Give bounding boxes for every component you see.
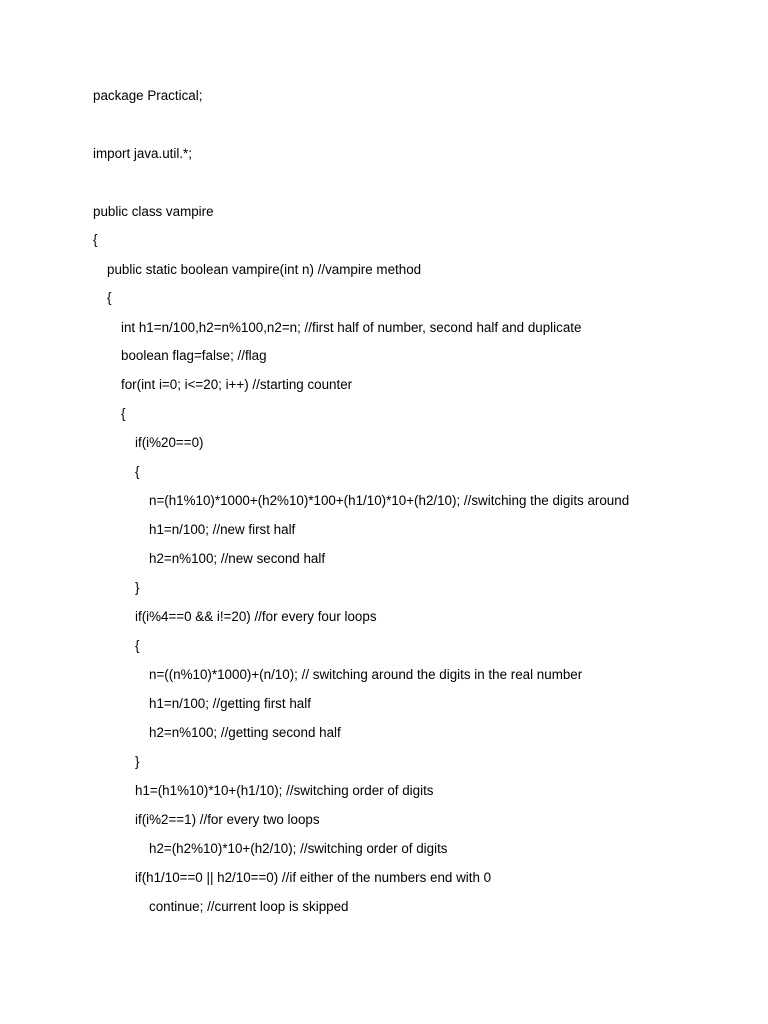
code-line: for(int i=0; i<=20; i++) //starting counter	[121, 377, 353, 392]
code-line: boolean flag=false; //flag	[121, 348, 267, 363]
code-line: public static boolean vampire(int n) //vampire method	[107, 262, 422, 277]
code-line: h2=n%100; //getting second half	[149, 725, 341, 740]
code-line: if(h1/10==0 || h2/10==0) //if either of the numbers end with 0	[135, 870, 492, 885]
code-line: n=((n%10)*1000)+(n/10); // switching around the digits in the real number	[149, 667, 583, 682]
code-line: h1=n/100; //getting first half	[149, 696, 311, 711]
code-line: h2=(h2%10)*10+(h2/10); //switching order of digits	[149, 841, 448, 856]
code-line: {	[121, 406, 126, 421]
code-line: n=(h1%10)*1000+(h2%10)*100+(h1/10)*10+(h2/10); //switching the digits around	[149, 493, 630, 508]
code-line: h2=n%100; //new second half	[149, 551, 326, 566]
code-line: {	[107, 290, 112, 305]
code-line: {	[135, 464, 140, 479]
code-line: if(i%4==0 && i!=20) //for every four loops	[135, 609, 377, 624]
code-line: {	[93, 232, 98, 247]
code-line: }	[135, 580, 140, 595]
code-line: h1=(h1%10)*10+(h1/10); //switching order of digits	[135, 783, 434, 798]
code-line: if(i%20==0)	[135, 435, 204, 450]
code-line: package Practical;	[93, 88, 203, 103]
code-line: h1=n/100; //new first half	[149, 522, 296, 537]
code-line: import java.util.*;	[93, 146, 192, 161]
code-line: public class vampire	[93, 204, 214, 219]
code-line: {	[135, 638, 140, 653]
code-line: int h1=n/100,h2=n%100,n2=n; //first half of number, second half and duplicate	[121, 320, 582, 335]
code-line: }	[135, 754, 140, 769]
code-line: if(i%2==1) //for every two loops	[135, 812, 320, 827]
code-line: continue; //current loop is skipped	[149, 899, 349, 914]
